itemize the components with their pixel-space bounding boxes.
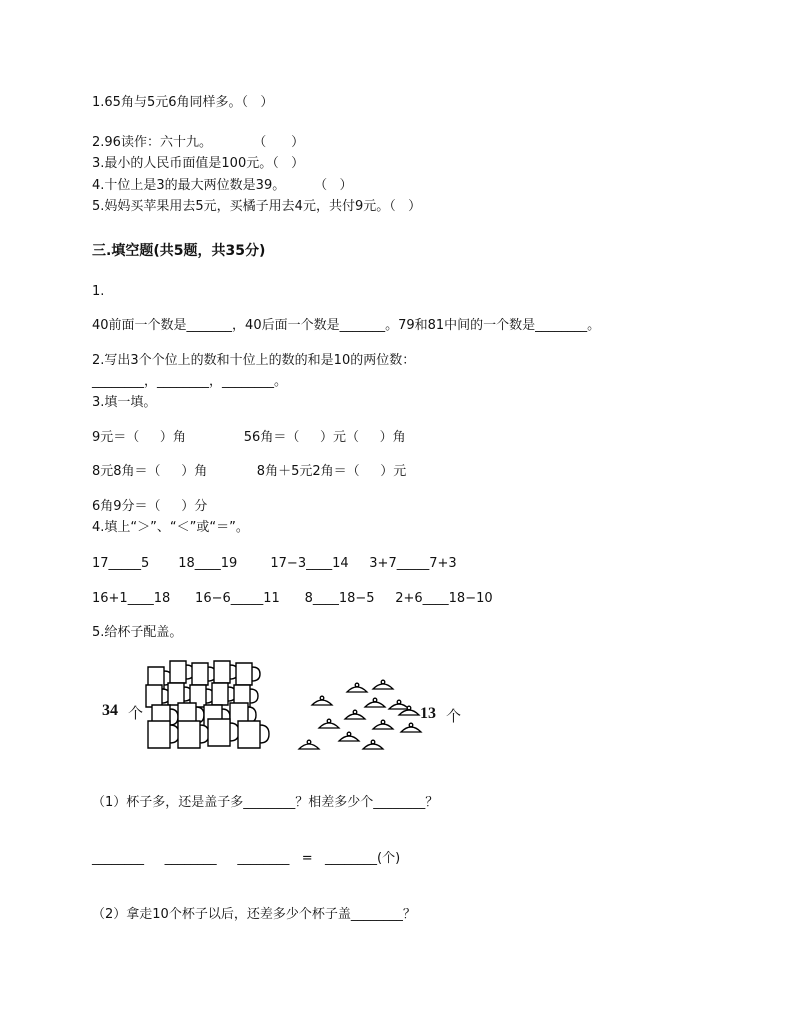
question-5-part-2: （2）拿走10个杯子以后，还差多少个杯子盖________？ xyxy=(92,907,416,922)
question-1-text: 40前面一个数是_______，40后面一个数是_______。79和81中间的一个数是________。 xyxy=(92,318,601,333)
judgment-item-5: 5.妈妈买苹果用去5元，买橘子用去4元，共付9元。（ ） xyxy=(92,199,422,214)
cups-and-lids-figure xyxy=(92,655,512,760)
judgment-item-1: 1.65角与5元6角同样多。（ ） xyxy=(92,95,274,110)
judgment-item-3: 3.最小的人民币面值是100元。（ ） xyxy=(92,156,305,171)
question-3-row-2: 8元8角＝（ ）角 8角＋5元2角＝（ ）元 xyxy=(92,464,407,479)
lids-illustration xyxy=(297,675,437,775)
question-2-blanks: ________，________，________。 xyxy=(92,374,288,389)
question-3-row-1: 9元＝（ ）角 56角＝（ ）元（ ）角 xyxy=(92,430,406,445)
judgment-item-4: 4.十位上是3的最大两位数是39。 （ ） xyxy=(92,178,353,193)
question-5-equation: ________ ________ ________ = ________(个) xyxy=(92,851,401,866)
question-4-row-2: 16+1____18 16−6_____11 8____18−5 2+6____18−10 xyxy=(92,591,493,606)
section-3-heading: 三.填空题(共5题，共35分) xyxy=(92,243,266,259)
question-3-title: 3.填一填。 xyxy=(92,395,157,410)
cups-unit: 个 xyxy=(128,704,144,722)
question-2-title: 2.写出3个个位上的数和十位上的数的和是10的两位数： xyxy=(92,353,416,368)
question-3-row-3: 6角9分＝（ ）分 xyxy=(92,499,208,514)
cups-illustration xyxy=(142,655,322,755)
question-4-row-1: 17_____5 18____19 17−3____14 3+7_____7+3 xyxy=(92,556,457,571)
lids-unit: 个 xyxy=(446,707,462,725)
cups-count: 34 xyxy=(102,702,118,719)
question-1-number: 1. xyxy=(92,284,105,299)
question-4-title: 4.填上“＞”、“＜”或“＝”。 xyxy=(92,520,249,535)
judgment-item-2: 2.96读作：六十九。 （ ） xyxy=(92,135,305,150)
lids-count: 13 xyxy=(420,705,436,722)
question-5-title: 5.给杯子配盖。 xyxy=(92,625,183,640)
question-5-part-1: （1）杯子多，还是盖子多________？相差多少个________？ xyxy=(92,795,439,810)
